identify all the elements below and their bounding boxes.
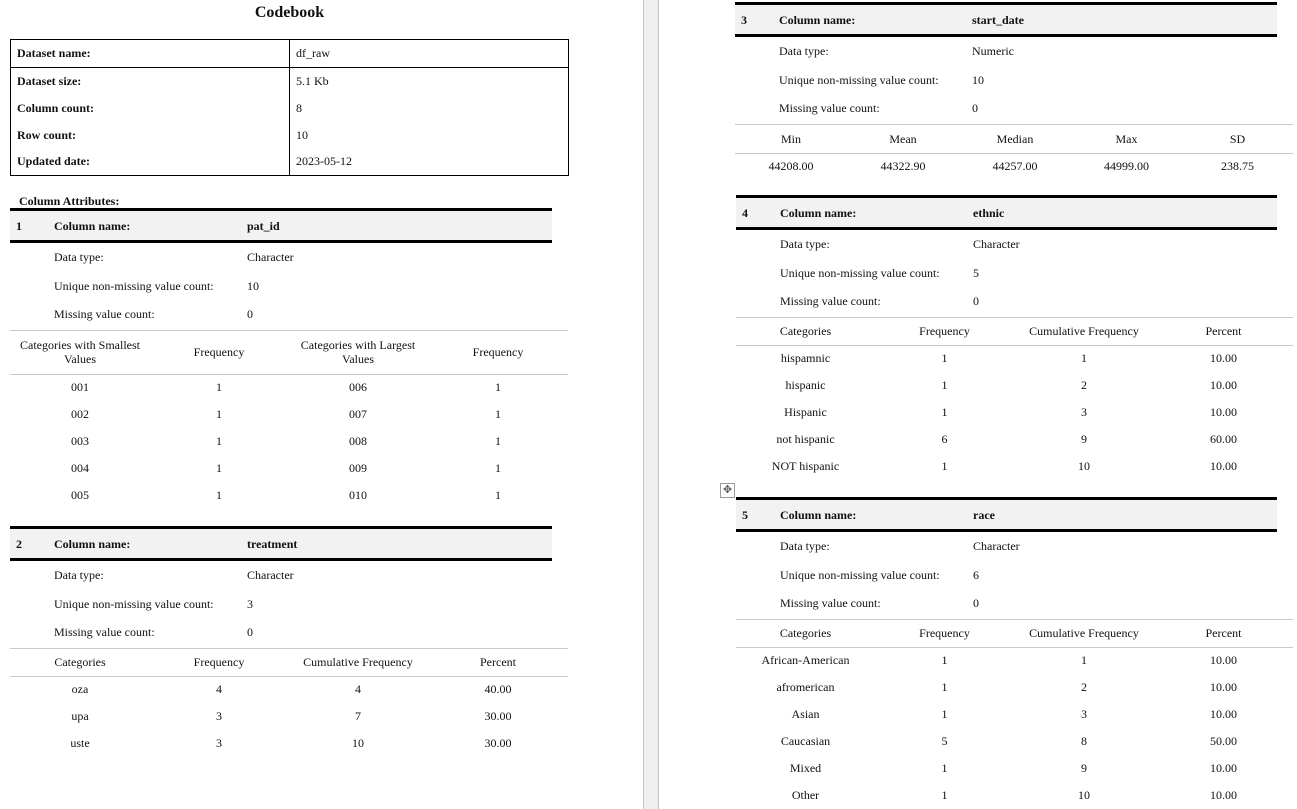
table-cell: Other bbox=[791, 788, 820, 802]
table-cell: 1 bbox=[941, 378, 948, 392]
table-row bbox=[736, 372, 1293, 399]
table-cell: 40.00 bbox=[484, 682, 512, 697]
table-cell: oza bbox=[71, 682, 89, 697]
meta-label: Missing value count: bbox=[779, 101, 880, 115]
document-page-left bbox=[0, 0, 643, 809]
column-name-label: Column name: bbox=[780, 508, 857, 522]
table-row bbox=[10, 401, 568, 428]
meta-value: Character bbox=[973, 237, 1020, 251]
column-header bbox=[736, 497, 1277, 532]
table-cell: 004 bbox=[71, 461, 89, 475]
table-cell: 1 bbox=[216, 380, 222, 395]
column-header bbox=[10, 526, 552, 561]
table-cell: 1 bbox=[495, 380, 501, 395]
table-cell: 1 bbox=[495, 434, 501, 448]
stat-max: 44999.00 bbox=[1104, 159, 1149, 174]
category-table-header bbox=[736, 317, 1293, 345]
table-row bbox=[736, 782, 1293, 809]
table-cell: 4 bbox=[355, 682, 361, 697]
table-cell: 10.00 bbox=[1210, 378, 1237, 392]
table-cell: Asian bbox=[791, 707, 820, 721]
meta-value: 0 bbox=[247, 625, 253, 639]
summary-value: 2023-05-12 bbox=[296, 154, 352, 169]
column-header-cell: Min bbox=[735, 124, 847, 153]
table-cell: 9 bbox=[1081, 432, 1087, 446]
column-number: 3 bbox=[741, 13, 747, 27]
meta-row-unique bbox=[736, 259, 1277, 288]
column-name-label: Column name: bbox=[54, 537, 131, 551]
table-row bbox=[736, 755, 1293, 782]
table-cell: 9 bbox=[1081, 761, 1087, 775]
table-row bbox=[736, 399, 1293, 426]
table-cell: 1 bbox=[216, 434, 222, 448]
table-cell: 005 bbox=[71, 488, 89, 502]
column-name-label: Column name: bbox=[54, 219, 131, 233]
stat-min: 44208.00 bbox=[768, 159, 814, 174]
column-number: 4 bbox=[742, 206, 748, 220]
table-cell: Hispanic bbox=[784, 405, 827, 419]
table-cell: 1 bbox=[941, 459, 948, 473]
column-header-cell: Cumulative Frequency bbox=[1014, 619, 1154, 647]
column-header-cell: Median bbox=[959, 124, 1071, 153]
meta-row-missing bbox=[10, 300, 552, 329]
meta-label: Unique non-missing value count: bbox=[780, 567, 940, 582]
column-header-cell: Percent bbox=[1154, 317, 1293, 345]
table-cell: 1 bbox=[941, 405, 948, 419]
summary-label: Dataset size: bbox=[11, 68, 290, 95]
table-cell: 30.00 bbox=[484, 709, 512, 723]
table-cell: 1 bbox=[941, 761, 948, 775]
meta-row-unique bbox=[736, 561, 1277, 590]
table-cell: 10.00 bbox=[1210, 761, 1237, 775]
meta-label: Data type: bbox=[780, 539, 830, 553]
meta-value: 10 bbox=[972, 72, 984, 87]
meta-row-missing bbox=[736, 287, 1277, 316]
summary-label: Column count: bbox=[11, 95, 290, 122]
summary-value: 8 bbox=[296, 100, 302, 115]
category-table bbox=[10, 330, 568, 510]
column-name-value: race bbox=[973, 508, 995, 522]
column-name-value: treatment bbox=[247, 537, 298, 551]
meta-label: Unique non-missing value count: bbox=[779, 72, 939, 87]
meta-row-data-type bbox=[735, 37, 1277, 66]
column-section-treatment bbox=[10, 526, 552, 757]
table-cell: 60.00 bbox=[1210, 432, 1237, 446]
table-row bbox=[736, 345, 1293, 372]
column-name-label: Column name: bbox=[779, 13, 856, 27]
table-cell: 1 bbox=[941, 680, 948, 694]
table-cell: hispanic bbox=[785, 378, 826, 392]
table-row bbox=[736, 674, 1293, 701]
table-row bbox=[10, 730, 568, 757]
column-header bbox=[735, 2, 1277, 37]
table-cell: 1 bbox=[941, 351, 948, 366]
summary-row bbox=[11, 149, 569, 176]
table-cell: 10 bbox=[352, 736, 364, 750]
page-gutter bbox=[643, 0, 659, 809]
category-table bbox=[736, 619, 1293, 809]
table-cell: 7 bbox=[355, 709, 361, 723]
column-header-cell: Max bbox=[1071, 124, 1182, 153]
column-header-cell: Cumulative Frequency bbox=[288, 648, 428, 676]
table-cell: 1 bbox=[941, 653, 948, 668]
column-header-cell: Categories bbox=[736, 317, 875, 345]
summary-row bbox=[11, 95, 569, 122]
meta-row-data-type bbox=[736, 532, 1277, 561]
category-table bbox=[10, 648, 568, 758]
table-cell: afromerican bbox=[776, 680, 835, 694]
table-row bbox=[736, 647, 1293, 674]
table-cell: Caucasian bbox=[780, 734, 831, 748]
column-section-ethnic bbox=[736, 195, 1277, 480]
meta-label: Missing value count: bbox=[780, 294, 881, 308]
table-cell: 50.00 bbox=[1210, 734, 1237, 748]
meta-value: 6 bbox=[973, 567, 979, 582]
summary-row bbox=[11, 122, 569, 149]
summary-label: Updated date: bbox=[11, 149, 290, 176]
meta-value: Numeric bbox=[972, 44, 1014, 58]
stat-sd: 238.75 bbox=[1221, 159, 1254, 174]
table-cell: 10.00 bbox=[1210, 788, 1237, 802]
table-cell: 1 bbox=[216, 461, 222, 475]
column-header-cell: Percent bbox=[428, 648, 568, 676]
column-section-race bbox=[736, 497, 1277, 809]
summary-label: Dataset name: bbox=[11, 40, 290, 68]
table-cell: 10.00 bbox=[1210, 707, 1237, 721]
table-cell: 1 bbox=[1081, 653, 1087, 668]
column-header-cell: SD bbox=[1182, 124, 1293, 153]
table-cell: Mixed bbox=[789, 761, 822, 775]
meta-row-unique bbox=[10, 272, 552, 301]
summary-label: Row count: bbox=[11, 122, 290, 149]
category-table-header bbox=[736, 619, 1293, 647]
table-row bbox=[736, 453, 1293, 480]
column-section-start-date bbox=[735, 2, 1277, 180]
column-header-cell: Cumulative Frequency bbox=[1014, 317, 1154, 345]
column-number: 5 bbox=[742, 508, 748, 522]
table-cell: 1 bbox=[1081, 351, 1087, 366]
table-cell: 001 bbox=[71, 380, 89, 395]
summary-value: 10 bbox=[296, 127, 308, 142]
move-arrows-icon[interactable]: ✥ bbox=[720, 483, 735, 498]
table-cell: 3 bbox=[216, 736, 222, 750]
column-header-cell: Frequency bbox=[150, 648, 288, 676]
table-cell: 009 bbox=[349, 461, 367, 475]
meta-value: 0 bbox=[973, 596, 979, 610]
table-row bbox=[735, 153, 1293, 180]
table-cell: 10 bbox=[1078, 788, 1090, 802]
column-header-cell: Percent bbox=[1154, 619, 1293, 647]
stat-median: 44257.00 bbox=[992, 159, 1038, 174]
table-cell: 1 bbox=[495, 461, 501, 475]
table-cell: 1 bbox=[216, 407, 222, 421]
meta-value: 3 bbox=[247, 596, 253, 611]
column-name-value: pat_id bbox=[247, 219, 280, 233]
column-header-cell: Categories with Largest Values bbox=[288, 330, 428, 374]
table-row bbox=[10, 455, 568, 482]
table-cell: 10.00 bbox=[1210, 680, 1237, 694]
table-cell: 8 bbox=[1081, 734, 1087, 748]
column-header-cell: Frequency bbox=[428, 330, 568, 374]
column-name-label: Column name: bbox=[780, 206, 857, 220]
meta-row-unique bbox=[735, 66, 1277, 95]
meta-row-missing bbox=[736, 589, 1277, 618]
column-attributes-heading: Column Attributes: bbox=[19, 194, 120, 208]
meta-label: Data type: bbox=[779, 44, 829, 58]
summary-value: df_raw bbox=[290, 40, 569, 68]
table-cell: 3 bbox=[1081, 405, 1087, 419]
table-row bbox=[10, 703, 568, 730]
document-page-right bbox=[659, 0, 1297, 809]
table-cell: 1 bbox=[495, 407, 501, 421]
table-cell: 10.00 bbox=[1210, 653, 1237, 668]
meta-row-data-type bbox=[736, 230, 1277, 259]
column-header-cell: Categories bbox=[736, 619, 875, 647]
column-header-cell: Mean bbox=[847, 124, 959, 153]
table-cell: 4 bbox=[216, 682, 222, 697]
meta-value: Character bbox=[973, 539, 1020, 553]
dataset-summary-table bbox=[10, 39, 569, 176]
table-cell: 10.00 bbox=[1210, 459, 1237, 473]
table-cell: 008 bbox=[349, 434, 367, 448]
page-title: Codebook bbox=[254, 4, 325, 21]
table-cell: 010 bbox=[349, 488, 367, 502]
meta-label: Unique non-missing value count: bbox=[54, 596, 214, 611]
meta-label: Data type: bbox=[54, 250, 104, 264]
column-number: 2 bbox=[16, 537, 22, 551]
table-cell: 3 bbox=[1081, 707, 1087, 721]
stat-mean: 44322.90 bbox=[880, 159, 926, 174]
column-number: 1 bbox=[16, 219, 22, 233]
meta-label: Missing value count: bbox=[780, 596, 881, 610]
meta-value: 10 bbox=[247, 278, 259, 293]
table-cell: not hispanic bbox=[776, 432, 835, 446]
meta-row-missing bbox=[735, 94, 1277, 123]
category-table-header bbox=[10, 330, 568, 374]
stats-table-header bbox=[735, 124, 1293, 153]
table-cell: 006 bbox=[349, 380, 367, 395]
column-header-cell: Categories with Smallest Values bbox=[10, 330, 150, 374]
meta-value: 0 bbox=[972, 101, 978, 115]
table-row bbox=[10, 374, 568, 401]
table-cell: 1 bbox=[941, 707, 948, 721]
table-cell: African-American bbox=[761, 653, 850, 668]
table-cell: 6 bbox=[941, 432, 948, 446]
column-name-value: ethnic bbox=[973, 206, 1005, 220]
table-cell: 10 bbox=[1078, 459, 1090, 473]
table-row bbox=[10, 676, 568, 703]
column-header-cell: Frequency bbox=[875, 317, 1014, 345]
column-header-cell: Frequency bbox=[875, 619, 1014, 647]
table-cell: 30.00 bbox=[484, 736, 512, 750]
table-row bbox=[736, 728, 1293, 755]
table-cell: 5 bbox=[941, 734, 948, 748]
meta-label: Data type: bbox=[780, 237, 830, 251]
summary-row bbox=[11, 40, 569, 68]
meta-value: 0 bbox=[973, 294, 979, 308]
column-header bbox=[736, 195, 1277, 230]
meta-label: Missing value count: bbox=[54, 307, 155, 321]
table-cell: 10.00 bbox=[1210, 405, 1237, 419]
category-table-header bbox=[10, 648, 568, 676]
table-cell: 3 bbox=[216, 709, 222, 723]
table-cell: 2 bbox=[1081, 378, 1087, 392]
table-cell: uste bbox=[70, 736, 90, 750]
meta-value: Character bbox=[247, 568, 294, 582]
meta-label: Missing value count: bbox=[54, 625, 155, 639]
table-cell: 007 bbox=[349, 407, 367, 421]
meta-label: Data type: bbox=[54, 568, 104, 582]
meta-row-data-type bbox=[10, 243, 552, 272]
table-row bbox=[10, 428, 568, 455]
table-cell: NOT hispanic bbox=[771, 459, 840, 473]
table-cell: upa bbox=[71, 709, 89, 723]
table-cell: 002 bbox=[71, 407, 89, 421]
summary-row bbox=[11, 68, 569, 95]
meta-row-missing bbox=[10, 618, 552, 647]
stats-table bbox=[735, 124, 1293, 181]
table-cell: 1 bbox=[495, 488, 501, 502]
table-cell: 1 bbox=[216, 488, 222, 502]
table-cell: 10.00 bbox=[1210, 351, 1237, 366]
table-cell: hispamnic bbox=[780, 351, 831, 366]
meta-row-unique bbox=[10, 590, 552, 619]
meta-value: Character bbox=[247, 250, 294, 264]
meta-row-data-type bbox=[10, 561, 552, 590]
table-row bbox=[736, 426, 1293, 453]
column-header-cell: Frequency bbox=[150, 330, 288, 374]
meta-value: 5 bbox=[973, 265, 979, 280]
column-name-value: start_date bbox=[972, 13, 1024, 27]
table-cell: 003 bbox=[71, 434, 89, 448]
meta-value: 0 bbox=[247, 307, 253, 321]
summary-value: 5.1 Kb bbox=[296, 73, 329, 88]
meta-label: Unique non-missing value count: bbox=[54, 278, 214, 293]
table-cell: 2 bbox=[1081, 680, 1087, 694]
table-row bbox=[10, 482, 568, 509]
column-header-cell: Categories bbox=[10, 648, 150, 676]
table-row bbox=[736, 701, 1293, 728]
column-section-pat-id bbox=[10, 208, 552, 509]
table-cell: 1 bbox=[941, 788, 948, 802]
meta-label: Unique non-missing value count: bbox=[780, 265, 940, 280]
category-table bbox=[736, 317, 1293, 481]
column-header bbox=[10, 208, 552, 243]
